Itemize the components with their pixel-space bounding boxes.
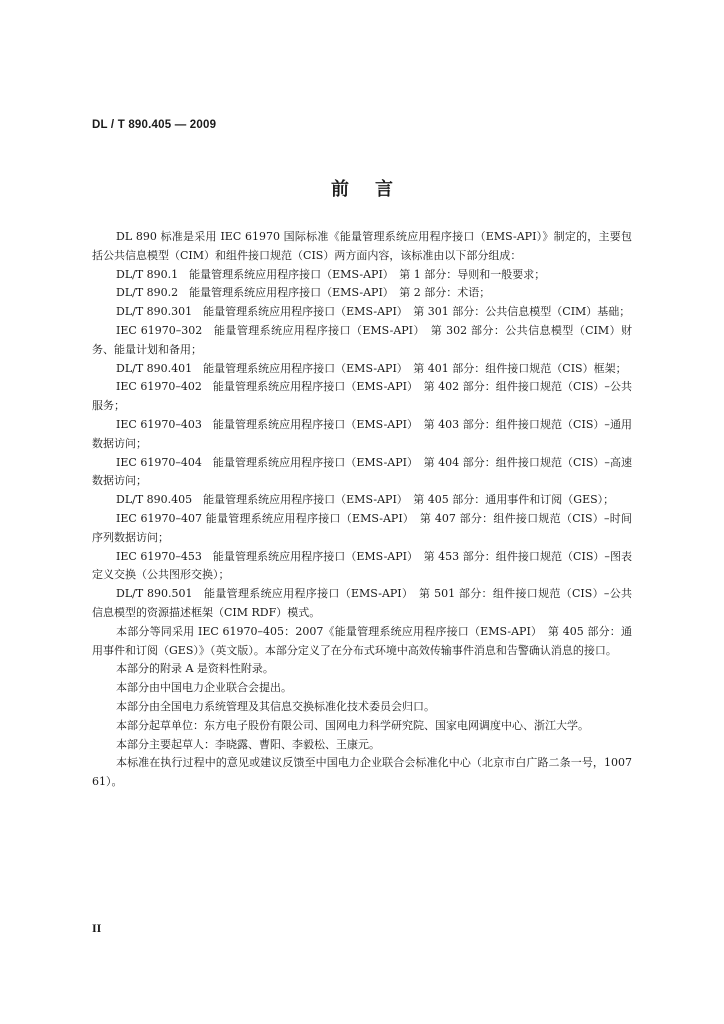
paragraph: IEC 61970–404 能量管理系统应用程序接口（EMS-API） 第 404 部分：组件接口规范（CIS）–高速数据访问； [92,455,632,488]
paragraph: DL/T 890.501 能量管理系统应用程序接口（EMS-API） 第 501 部分：组件接口规范（CIS）–公共信息模型的资源描述框架（CIM RDF）模式。 [92,587,632,619]
paragraph: IEC 61970–302 能量管理系统应用程序接口（EMS-API） 第 302 部分：公共信息模型（CIM）财务、能量计划和备用； [92,323,632,356]
page-title: 前言 [331,179,419,200]
paragraph: IEC 61970–402 能量管理系统应用程序接口（EMS-API） 第 402 部分：组件接口规范（CIS）–公共服务； [92,380,632,413]
paragraph: 本部分由中国电力企业联合会提出。 [116,681,292,695]
document-code: DL / T 890.405 — 2009 [92,119,217,131]
paragraph: DL/T 890.301 能量管理系统应用程序接口（EMS-API） 第 301 部分：公共信息模型（CIM）基础； [116,305,631,319]
paragraph: DL/T 890.2 能量管理系统应用程序接口（EMS-API） 第 2 部分：术语； [116,286,491,300]
paragraph: IEC 61970–403 能量管理系统应用程序接口（EMS-API） 第 403 部分：组件接口规范（CIS）–通用数据访问； [92,417,632,450]
paragraph: DL 890 标准是采用 IEC 61970 国际标准《能量管理系统应用程序接口（EMS-API）》制定的，主要包括公共信息模型（CIM）和组件接口规范（CIS）两方面内容，该标准由以下部分组成： [92,230,632,262]
paragraph: 本部分等同采用 IEC 61970–405：2007《能量管理系统应用程序接口（EMS-API） 第 405 部分：通用事件和订阅（GES）》（英文版）。本部分定义了在分布式环境中高效传输事件消息和告警确认消息的接口。 [92,624,632,657]
paragraph: IEC 61970–453 能量管理系统应用程序接口（EMS-API） 第 453 部分：组件接口规范（CIS）–图表定义交换（公共图形交换）； [92,549,632,582]
paragraph: 本部分起草单位：东方电子股份有限公司、国网电力科学研究院、国家电网调度中心、浙江大学。 [116,718,589,732]
paragraph: DL/T 890.405 能量管理系统应用程序接口（EMS-API） 第 405 部分：通用事件和订阅（GES）； [116,493,615,507]
paragraph: DL/T 890.401 能量管理系统应用程序接口（EMS-API） 第 401 部分：组件接口规范（CIS）框架； [116,361,627,375]
document-body [92,228,632,792]
page-number: II [92,921,102,935]
paragraph: DL/T 890.1 能量管理系统应用程序接口（EMS-API） 第 1 部分：导则和一般要求； [116,267,546,281]
paragraph: 本部分的附录 A 是资料性附录。 [116,662,274,676]
paragraph: 本部分主要起草人：李晓露、曹阳、李毅松、王康元。 [116,737,380,751]
paragraph: 本部分由全国电力系统管理及其信息交换标准化技术委员会归口。 [116,699,435,713]
paragraph: IEC 61970–407 能量管理系统应用程序接口（EMS-API） 第 407 部分：组件接口规范（CIS）–时间序列数据访问； [92,511,632,544]
paragraph: 本标准在执行过程中的意见或建议反馈至中国电力企业联合会标准化中心（北京市白广路二条一号，100761）。 [92,756,632,789]
